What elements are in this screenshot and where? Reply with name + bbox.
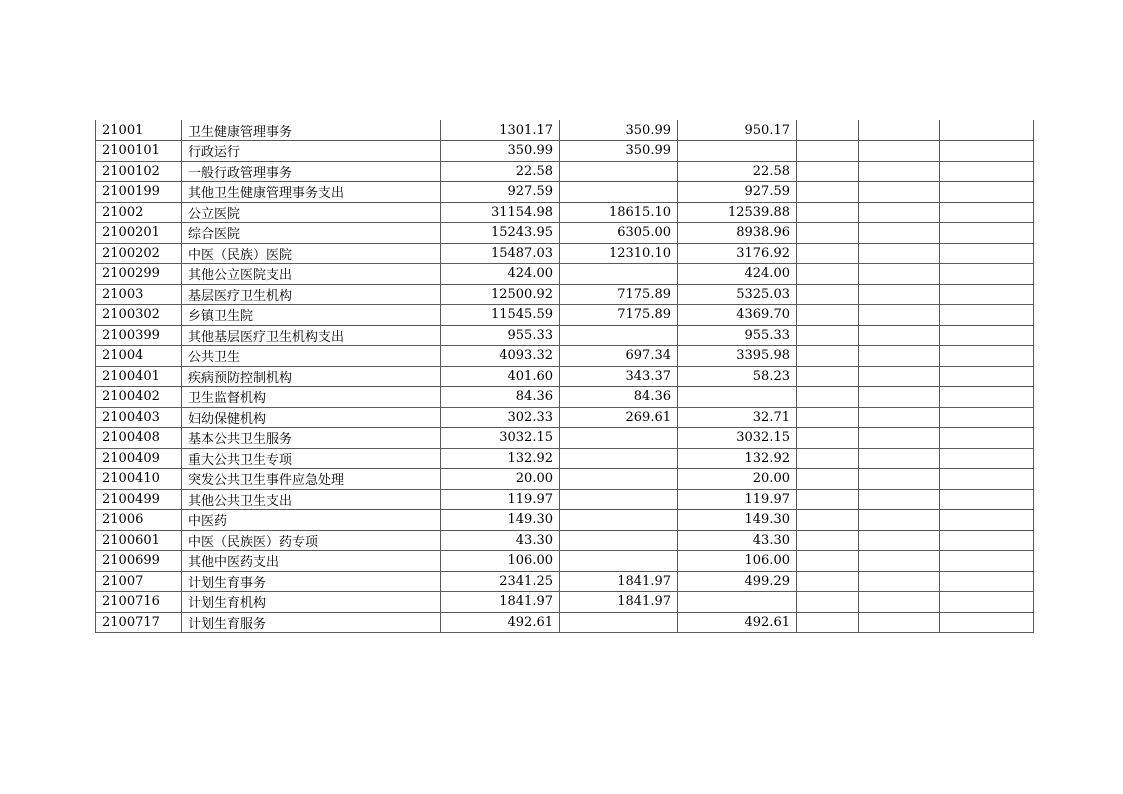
account-code-cell: 2100717 bbox=[96, 612, 182, 633]
amount-extra-cell bbox=[859, 161, 940, 182]
table-row bbox=[96, 571, 1034, 592]
table-row bbox=[96, 346, 1034, 367]
account-code-cell: 2100408 bbox=[96, 428, 182, 449]
amount-total-cell: 4093.32 bbox=[441, 346, 560, 367]
amount-extra-cell bbox=[797, 407, 859, 428]
table-row bbox=[96, 161, 1034, 182]
amount-extra-cell bbox=[859, 141, 940, 162]
table-row bbox=[96, 366, 1034, 387]
amount-extra-cell bbox=[797, 182, 859, 203]
account-name-cell: 其他公立医院支出 bbox=[182, 264, 441, 285]
amount-extra-cell bbox=[797, 223, 859, 244]
amount-project-cell: 43.30 bbox=[678, 530, 797, 551]
amount-extra-cell bbox=[859, 510, 940, 531]
amount-extra-cell bbox=[797, 161, 859, 182]
amount-project-cell: 12539.88 bbox=[678, 202, 797, 223]
amount-extra-cell bbox=[859, 407, 940, 428]
amount-extra-cell bbox=[940, 489, 1034, 510]
amount-extra-cell bbox=[797, 305, 859, 326]
table-row bbox=[96, 489, 1034, 510]
account-name-cell: 卫生健康管理事务 bbox=[182, 120, 441, 141]
table-row bbox=[96, 182, 1034, 203]
amount-basic-cell bbox=[560, 264, 678, 285]
table-row bbox=[96, 469, 1034, 490]
account-name-cell: 妇幼保健机构 bbox=[182, 407, 441, 428]
amount-basic-cell bbox=[560, 161, 678, 182]
amount-project-cell: 32.71 bbox=[678, 407, 797, 428]
account-code-cell: 2100601 bbox=[96, 530, 182, 551]
account-code-cell: 2100202 bbox=[96, 243, 182, 264]
account-name-cell: 中医（民族）医院 bbox=[182, 243, 441, 264]
amount-extra-cell bbox=[940, 161, 1034, 182]
amount-extra-cell bbox=[940, 592, 1034, 613]
amount-extra-cell bbox=[940, 448, 1034, 469]
amount-extra-cell bbox=[940, 530, 1034, 551]
amount-project-cell: 132.92 bbox=[678, 448, 797, 469]
amount-basic-cell: 1841.97 bbox=[560, 571, 678, 592]
amount-extra-cell bbox=[797, 571, 859, 592]
amount-basic-cell bbox=[560, 448, 678, 469]
budget-table bbox=[95, 120, 1034, 633]
amount-extra-cell bbox=[940, 366, 1034, 387]
amount-extra-cell bbox=[859, 530, 940, 551]
amount-project-cell: 955.33 bbox=[678, 325, 797, 346]
amount-project-cell: 927.59 bbox=[678, 182, 797, 203]
amount-extra-cell bbox=[940, 387, 1034, 408]
account-code-cell: 2100402 bbox=[96, 387, 182, 408]
account-name-cell: 乡镇卫生院 bbox=[182, 305, 441, 326]
amount-project-cell: 20.00 bbox=[678, 469, 797, 490]
amount-extra-cell bbox=[940, 223, 1034, 244]
amount-basic-cell bbox=[560, 551, 678, 572]
amount-project-cell: 3032.15 bbox=[678, 428, 797, 449]
amount-project-cell: 499.29 bbox=[678, 571, 797, 592]
amount-extra-cell bbox=[940, 428, 1034, 449]
amount-project-cell: 119.97 bbox=[678, 489, 797, 510]
account-code-cell: 21004 bbox=[96, 346, 182, 367]
amount-extra-cell bbox=[859, 202, 940, 223]
table-row bbox=[96, 510, 1034, 531]
amount-basic-cell: 18615.10 bbox=[560, 202, 678, 223]
amount-total-cell: 492.61 bbox=[441, 612, 560, 633]
account-name-cell: 基本公共卫生服务 bbox=[182, 428, 441, 449]
account-code-cell: 2100716 bbox=[96, 592, 182, 613]
amount-project-cell: 22.58 bbox=[678, 161, 797, 182]
account-code-cell: 2100499 bbox=[96, 489, 182, 510]
table-row bbox=[96, 407, 1034, 428]
amount-extra-cell bbox=[797, 264, 859, 285]
table-row bbox=[96, 120, 1034, 141]
amount-extra-cell bbox=[797, 202, 859, 223]
amount-basic-cell: 12310.10 bbox=[560, 243, 678, 264]
amount-extra-cell bbox=[940, 469, 1034, 490]
table-row bbox=[96, 284, 1034, 305]
amount-basic-cell: 6305.00 bbox=[560, 223, 678, 244]
account-name-cell: 疾病预防控制机构 bbox=[182, 366, 441, 387]
amount-basic-cell: 350.99 bbox=[560, 120, 678, 141]
amount-extra-cell bbox=[940, 612, 1034, 633]
account-name-cell: 突发公共卫生事件应急处理 bbox=[182, 469, 441, 490]
amount-extra-cell bbox=[797, 346, 859, 367]
amount-project-cell: 3395.98 bbox=[678, 346, 797, 367]
account-code-cell: 2100102 bbox=[96, 161, 182, 182]
amount-extra-cell bbox=[797, 387, 859, 408]
account-name-cell: 计划生育机构 bbox=[182, 592, 441, 613]
amount-extra-cell bbox=[859, 305, 940, 326]
amount-extra-cell bbox=[859, 346, 940, 367]
account-name-cell: 其他卫生健康管理事务支出 bbox=[182, 182, 441, 203]
account-code-cell: 21002 bbox=[96, 202, 182, 223]
amount-extra-cell bbox=[940, 202, 1034, 223]
account-code-cell: 2100410 bbox=[96, 469, 182, 490]
amount-project-cell: 424.00 bbox=[678, 264, 797, 285]
amount-basic-cell: 350.99 bbox=[560, 141, 678, 162]
amount-extra-cell bbox=[859, 366, 940, 387]
amount-basic-cell bbox=[560, 489, 678, 510]
account-name-cell: 中医药 bbox=[182, 510, 441, 531]
amount-total-cell: 1301.17 bbox=[441, 120, 560, 141]
table-row bbox=[96, 202, 1034, 223]
table-row bbox=[96, 530, 1034, 551]
amount-extra-cell bbox=[797, 469, 859, 490]
amount-extra-cell bbox=[859, 571, 940, 592]
account-name-cell: 公立医院 bbox=[182, 202, 441, 223]
amount-total-cell: 20.00 bbox=[441, 469, 560, 490]
amount-basic-cell bbox=[560, 469, 678, 490]
amount-extra-cell bbox=[940, 325, 1034, 346]
amount-total-cell: 84.36 bbox=[441, 387, 560, 408]
table-row bbox=[96, 243, 1034, 264]
amount-project-cell: 106.00 bbox=[678, 551, 797, 572]
account-code-cell: 2100201 bbox=[96, 223, 182, 244]
amount-extra-cell bbox=[859, 592, 940, 613]
amount-extra-cell bbox=[797, 592, 859, 613]
amount-extra-cell bbox=[797, 489, 859, 510]
account-name-cell: 行政运行 bbox=[182, 141, 441, 162]
amount-basic-cell: 1841.97 bbox=[560, 592, 678, 613]
table-body bbox=[96, 120, 1034, 633]
amount-extra-cell bbox=[859, 489, 940, 510]
amount-extra-cell bbox=[940, 182, 1034, 203]
amount-extra-cell bbox=[940, 551, 1034, 572]
account-code-cell: 21007 bbox=[96, 571, 182, 592]
table-row bbox=[96, 428, 1034, 449]
amount-basic-cell bbox=[560, 612, 678, 633]
amount-project-cell bbox=[678, 141, 797, 162]
amount-basic-cell bbox=[560, 530, 678, 551]
amount-extra-cell bbox=[859, 325, 940, 346]
account-name-cell: 公共卫生 bbox=[182, 346, 441, 367]
amount-extra-cell bbox=[859, 387, 940, 408]
amount-extra-cell bbox=[859, 428, 940, 449]
account-code-cell: 2100199 bbox=[96, 182, 182, 203]
account-name-cell: 重大公共卫生专项 bbox=[182, 448, 441, 469]
amount-basic-cell: 343.37 bbox=[560, 366, 678, 387]
amount-extra-cell bbox=[940, 284, 1034, 305]
account-code-cell: 21003 bbox=[96, 284, 182, 305]
amount-total-cell: 132.92 bbox=[441, 448, 560, 469]
amount-basic-cell bbox=[560, 182, 678, 203]
amount-project-cell: 149.30 bbox=[678, 510, 797, 531]
amount-extra-cell bbox=[797, 448, 859, 469]
amount-extra-cell bbox=[797, 551, 859, 572]
amount-extra-cell bbox=[797, 243, 859, 264]
table-row bbox=[96, 141, 1034, 162]
amount-extra-cell bbox=[797, 428, 859, 449]
amount-extra-cell bbox=[940, 305, 1034, 326]
table-row bbox=[96, 592, 1034, 613]
account-name-cell: 一般行政管理事务 bbox=[182, 161, 441, 182]
amount-project-cell bbox=[678, 387, 797, 408]
amount-extra-cell bbox=[859, 223, 940, 244]
account-code-cell: 2100101 bbox=[96, 141, 182, 162]
table-row bbox=[96, 264, 1034, 285]
account-code-cell: 2100302 bbox=[96, 305, 182, 326]
amount-project-cell: 4369.70 bbox=[678, 305, 797, 326]
amount-total-cell: 31154.98 bbox=[441, 202, 560, 223]
amount-total-cell: 302.33 bbox=[441, 407, 560, 428]
amount-extra-cell bbox=[859, 120, 940, 141]
amount-project-cell: 3176.92 bbox=[678, 243, 797, 264]
amount-total-cell: 3032.15 bbox=[441, 428, 560, 449]
account-code-cell: 21001 bbox=[96, 120, 182, 141]
amount-extra-cell bbox=[940, 407, 1034, 428]
account-code-cell: 21006 bbox=[96, 510, 182, 531]
amount-extra-cell bbox=[797, 284, 859, 305]
amount-extra-cell bbox=[859, 448, 940, 469]
amount-basic-cell: 84.36 bbox=[560, 387, 678, 408]
amount-total-cell: 12500.92 bbox=[441, 284, 560, 305]
table-row bbox=[96, 223, 1034, 244]
amount-project-cell: 58.23 bbox=[678, 366, 797, 387]
amount-extra-cell bbox=[940, 141, 1034, 162]
amount-project-cell: 5325.03 bbox=[678, 284, 797, 305]
amount-total-cell: 22.58 bbox=[441, 161, 560, 182]
amount-extra-cell bbox=[940, 510, 1034, 531]
account-name-cell: 计划生育事务 bbox=[182, 571, 441, 592]
amount-total-cell: 955.33 bbox=[441, 325, 560, 346]
amount-extra-cell bbox=[940, 571, 1034, 592]
account-code-cell: 2100409 bbox=[96, 448, 182, 469]
account-name-cell: 计划生育服务 bbox=[182, 612, 441, 633]
table-row bbox=[96, 325, 1034, 346]
account-name-cell: 中医（民族医）药专项 bbox=[182, 530, 441, 551]
amount-total-cell: 350.99 bbox=[441, 141, 560, 162]
amount-extra-cell bbox=[797, 141, 859, 162]
table-row bbox=[96, 612, 1034, 633]
amount-extra-cell bbox=[797, 325, 859, 346]
table-row bbox=[96, 387, 1034, 408]
amount-total-cell: 2341.25 bbox=[441, 571, 560, 592]
amount-basic-cell bbox=[560, 428, 678, 449]
amount-total-cell: 11545.59 bbox=[441, 305, 560, 326]
amount-basic-cell: 269.61 bbox=[560, 407, 678, 428]
amount-project-cell: 950.17 bbox=[678, 120, 797, 141]
account-name-cell: 其他中医药支出 bbox=[182, 551, 441, 572]
amount-total-cell: 1841.97 bbox=[441, 592, 560, 613]
amount-total-cell: 15487.03 bbox=[441, 243, 560, 264]
amount-basic-cell bbox=[560, 510, 678, 531]
amount-basic-cell bbox=[560, 325, 678, 346]
account-name-cell: 其他公共卫生支出 bbox=[182, 489, 441, 510]
amount-extra-cell bbox=[940, 264, 1034, 285]
table-row bbox=[96, 448, 1034, 469]
account-code-cell: 2100403 bbox=[96, 407, 182, 428]
amount-basic-cell: 7175.89 bbox=[560, 284, 678, 305]
amount-extra-cell bbox=[859, 264, 940, 285]
amount-extra-cell bbox=[940, 120, 1034, 141]
amount-total-cell: 43.30 bbox=[441, 530, 560, 551]
amount-extra-cell bbox=[797, 366, 859, 387]
account-name-cell: 综合医院 bbox=[182, 223, 441, 244]
amount-extra-cell bbox=[797, 530, 859, 551]
amount-project-cell bbox=[678, 592, 797, 613]
amount-basic-cell: 697.34 bbox=[560, 346, 678, 367]
account-name-cell: 基层医疗卫生机构 bbox=[182, 284, 441, 305]
amount-extra-cell bbox=[859, 551, 940, 572]
amount-extra-cell bbox=[940, 346, 1034, 367]
amount-extra-cell bbox=[797, 120, 859, 141]
amount-total-cell: 149.30 bbox=[441, 510, 560, 531]
account-code-cell: 2100699 bbox=[96, 551, 182, 572]
amount-total-cell: 119.97 bbox=[441, 489, 560, 510]
amount-total-cell: 15243.95 bbox=[441, 223, 560, 244]
amount-total-cell: 927.59 bbox=[441, 182, 560, 203]
amount-extra-cell bbox=[797, 510, 859, 531]
account-code-cell: 2100299 bbox=[96, 264, 182, 285]
table-row bbox=[96, 551, 1034, 572]
amount-total-cell: 424.00 bbox=[441, 264, 560, 285]
amount-extra-cell bbox=[859, 469, 940, 490]
account-code-cell: 2100401 bbox=[96, 366, 182, 387]
amount-total-cell: 106.00 bbox=[441, 551, 560, 572]
amount-project-cell: 492.61 bbox=[678, 612, 797, 633]
amount-project-cell: 8938.96 bbox=[678, 223, 797, 244]
table-row bbox=[96, 305, 1034, 326]
account-code-cell: 2100399 bbox=[96, 325, 182, 346]
amount-basic-cell: 7175.89 bbox=[560, 305, 678, 326]
amount-total-cell: 401.60 bbox=[441, 366, 560, 387]
amount-extra-cell bbox=[859, 182, 940, 203]
amount-extra-cell bbox=[859, 612, 940, 633]
amount-extra-cell bbox=[859, 284, 940, 305]
amount-extra-cell bbox=[797, 612, 859, 633]
amount-extra-cell bbox=[859, 243, 940, 264]
account-name-cell: 卫生监督机构 bbox=[182, 387, 441, 408]
account-name-cell: 其他基层医疗卫生机构支出 bbox=[182, 325, 441, 346]
amount-extra-cell bbox=[940, 243, 1034, 264]
